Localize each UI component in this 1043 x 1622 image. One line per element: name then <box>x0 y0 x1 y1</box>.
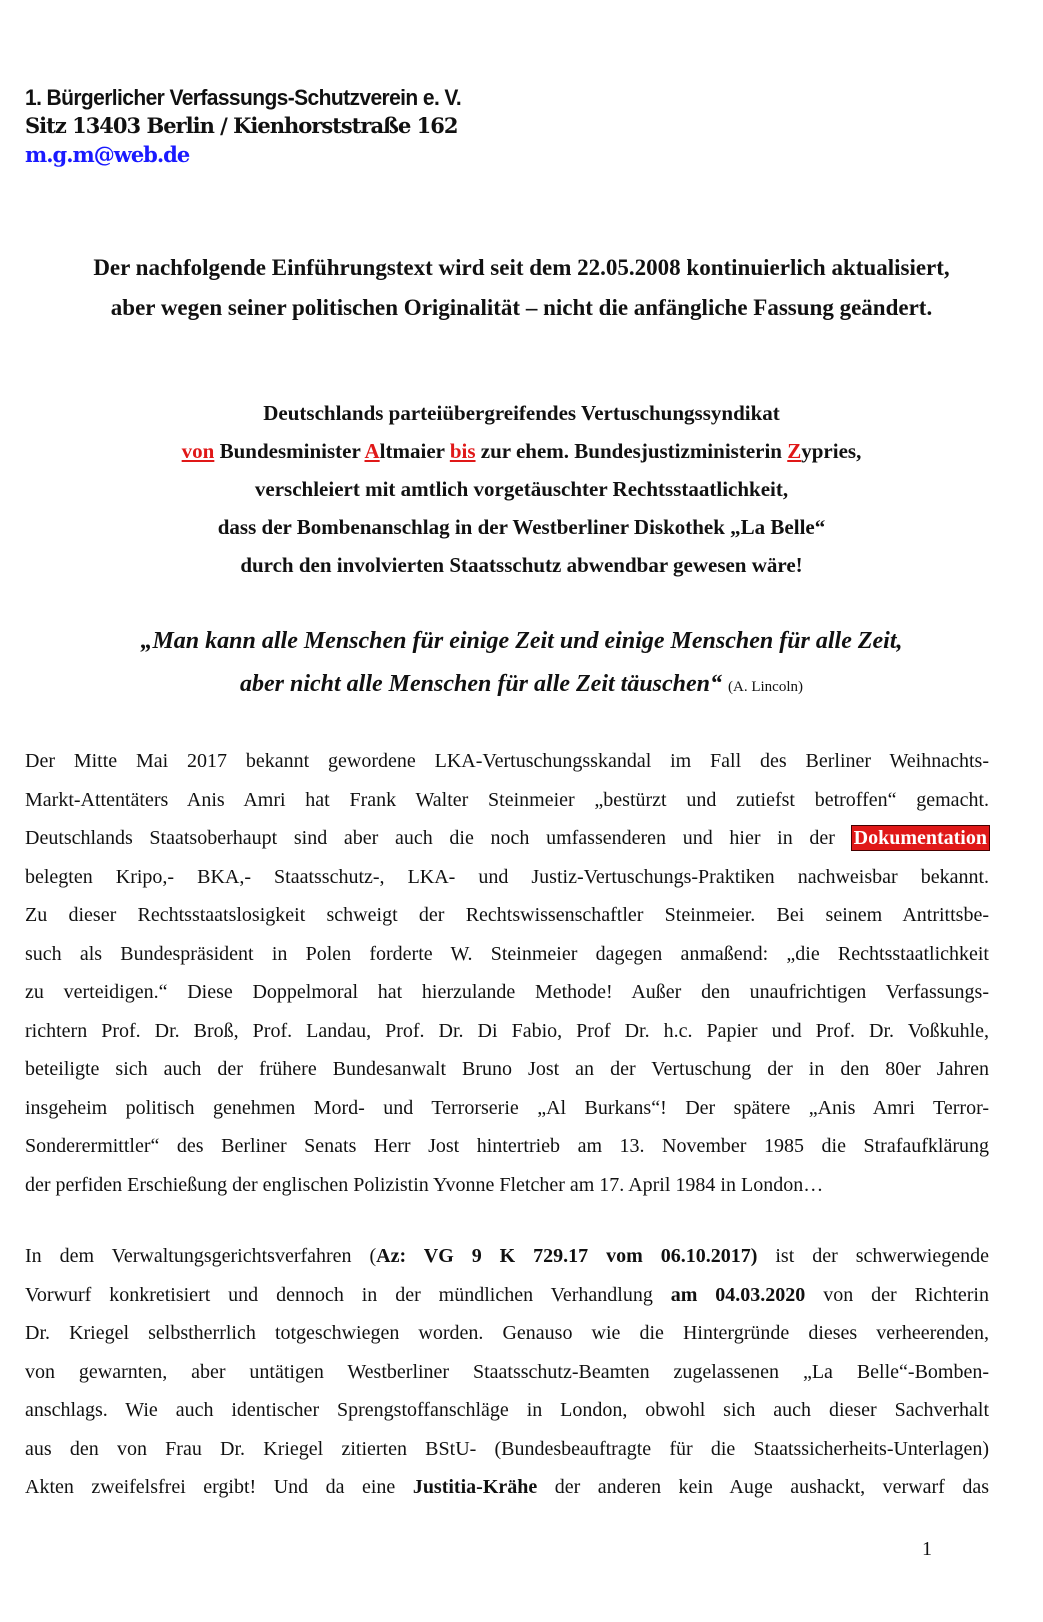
paragraph-amri <box>25 742 989 1204</box>
text-fragment: In dem Verwaltungsgerichtsverfahren ( <box>25 1245 377 1267</box>
text-line: richtern Prof. Dr. Broß, Prof. Landau, Prof. Dr. Di Fabio, Prof Dr. h.c. Papier und Prof. Dr. Voßkuhle, <box>25 1019 989 1042</box>
text-line: belegten Kripo,- BKA,- Staatsschutz-, LKA- und Justiz-Vertuschungs-Praktiken nachweisbar bekannt. <box>25 865 989 888</box>
text-line: Dr. Kriegel selbstherrlich totgeschwiegen worden. Genauso wie die Hintergründe dieses verheerenden, <box>25 1322 989 1344</box>
text-line: anschlags. Wie auch identischer Sprengstoffanschläge in London, obwohl sich auch dieser Sachverhalt <box>25 1399 989 1421</box>
intro-line: aber wegen seiner politischen Originalität – nicht die anfängliche Fassung geändert. <box>110 295 933 320</box>
text-fragment: ist der schwerwiegende <box>757 1245 989 1267</box>
text-fragment: Deutschlands Staatsoberhaupt sind aber auch die noch umfassenderen und hier in der <box>25 827 852 849</box>
organization-address: Sitz 13403 Berlin / Kienhorststraße 162 <box>25 113 458 138</box>
page-number: 1 <box>922 1538 932 1560</box>
organization-name: 1. Bürgerlicher Verfassungs-Schutzverein e. V. <box>25 86 462 111</box>
letterhead <box>25 84 461 169</box>
text-line: beteiligte sich auch der frühere Bundesanwalt Bruno Jost an der Vertuschung der in den 80er Jahren <box>25 1058 989 1080</box>
text-line: Zu dieser Rechtsstaatslosigkeit schweigt der Rechtswissenschaftler Steinmeier. Bei seinem Antrittsbe- <box>25 904 989 926</box>
link-bis[interactable]: bis <box>449 439 476 463</box>
text-fragment: ypries, <box>801 439 862 463</box>
text-line: aus den von Frau Dr. Kriegel zitierten BStU- (Bundesbeauftragte für die Staatssicherheits-Unterlagen) <box>25 1437 989 1460</box>
syndicate-line: Deutschlands parteiübergreifendes Vertuschungssyndikat <box>263 401 780 425</box>
link-zypries[interactable]: Z <box>787 439 802 463</box>
dokumentation-link[interactable]: Dokumentation <box>853 827 987 849</box>
text-line <box>25 819 989 858</box>
syndicate-line <box>0 432 1043 470</box>
text-line: such als Bundespräsident in Polen forderte W. Steinmeier dagegen anmaßend: „die Rechtsstaatlichkeit <box>25 942 989 965</box>
quote-line <box>0 663 1043 709</box>
text-line <box>25 1468 989 1507</box>
text-line: Sonderermittler“ des Berliner Senats Herr Jost hintertrieb am 13. November 1985 die Strafaufklärung <box>25 1135 989 1157</box>
hearing-date: am 04.03.2020 <box>670 1283 806 1306</box>
text-fragment: Akten zweifelsfrei ergibt! Und da eine <box>25 1476 413 1498</box>
case-number: Az: VG 9 K 729.17 vom 06.10.2017) <box>376 1245 758 1267</box>
paragraph-court <box>25 1237 989 1507</box>
text-line <box>25 1276 989 1315</box>
text-fragment: der anderen kein Auge aushackt, verwarf das <box>537 1476 989 1498</box>
text-line: insgeheim politisch genehmen Mord- und Terrorserie „Al Burkans“! Der spätere „Anis Amri Terror- <box>25 1096 989 1119</box>
email-link[interactable]: m.g.m@web.de <box>25 142 190 167</box>
text-fragment: von der Richterin <box>805 1283 989 1306</box>
text-fragment: Vorwurf konkretisiert und dennoch in der mündlichen Verhandlung <box>25 1283 671 1306</box>
text-fragment: ltmaier <box>379 439 450 463</box>
text-fragment: zur ehem. Bundesjustizministerin <box>475 439 788 463</box>
text-line: zu verteidigen.“ Diese Doppelmoral hat hierzulande Methode! Außer den unaufrichtigen Verfassungs- <box>25 981 989 1003</box>
text-line: Markt-Attentäters Anis Amri hat Frank Walter Steinmeier „bestürzt und zutiefst betroffen“ gemacht. <box>25 788 989 811</box>
syndicate-line: verschleiert mit amtlich vorgetäuschter Rechtsstaatlichkeit, <box>254 477 789 501</box>
text-fragment: Bundesminister <box>214 439 365 463</box>
syndicate-line: durch den involvierten Staatsschutz abwendbar gewesen wäre! <box>240 553 803 577</box>
quote-attribution: (A. Lincoln) <box>728 679 803 695</box>
intro-line: Der nachfolgende Einführungstext wird seit dem 22.05.2008 kontinuierlich aktualisiert, <box>93 255 950 280</box>
syndicate-line: dass der Bombenanschlag in der Westberliner Diskothek „La Belle“ <box>217 515 826 539</box>
intro-notice <box>0 248 1043 328</box>
emphasis-term: Justitia-Krähe <box>412 1476 538 1498</box>
quote-line: „Man kann alle Menschen für einige Zeit und einige Menschen für alle Zeit, <box>140 628 903 654</box>
link-altmaier[interactable]: A <box>364 439 380 463</box>
text-line: Der Mitte Mai 2017 bekannt gewordene LKA-Vertuschungsskandal im Fall des Berliner Weihnachts- <box>25 750 989 772</box>
syndicate-heading <box>0 394 1043 584</box>
text-line: von gewarnten, aber untätigen Westberliner Staatsschutz-Beamten zugelassenen „La Belle“-Bomben- <box>25 1360 989 1383</box>
lincoln-quote <box>0 620 1043 709</box>
quote-text: aber nicht alle Menschen für alle Zeit täuschen“ <box>240 671 723 697</box>
link-von[interactable]: von <box>181 439 215 463</box>
text-line: der perfiden Erschießung der englischen Polizistin Yvonne Fletcher am 17. April 1984 in London… <box>25 1173 824 1196</box>
text-line <box>25 1237 989 1276</box>
